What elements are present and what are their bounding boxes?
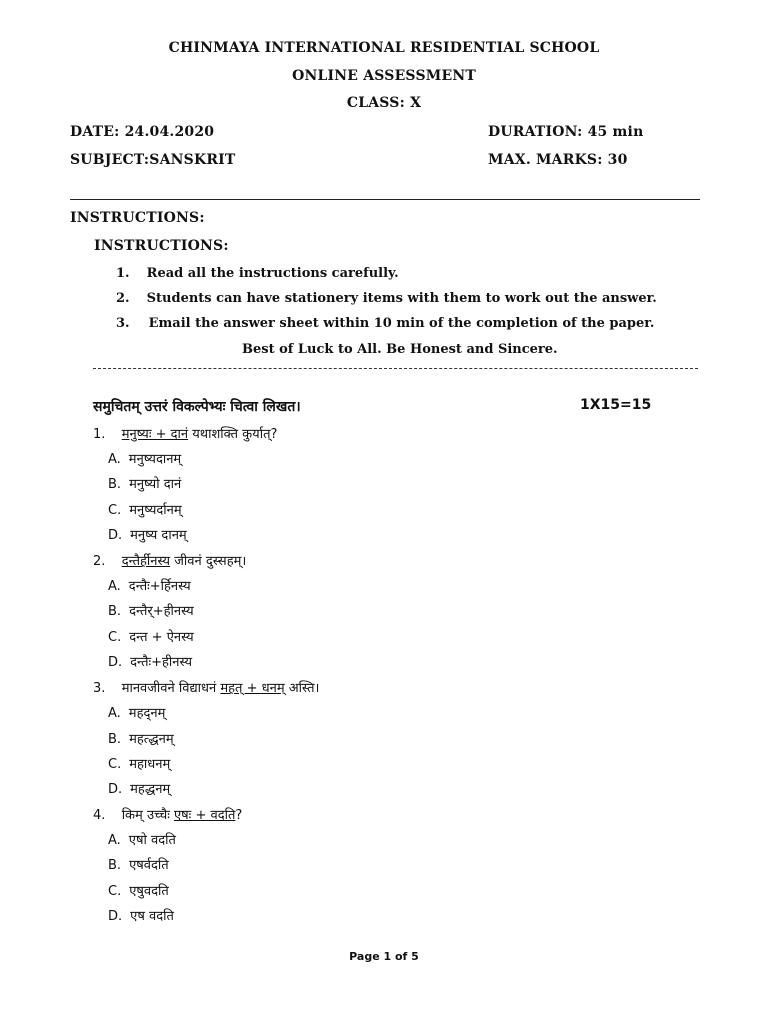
instructions-heading: INSTRUCTIONS: [70,210,205,226]
max-marks-label: MAX. MARKS: 30 [488,152,628,168]
instruction-number: 2. [116,291,130,306]
instruction-number: 3. [116,316,130,331]
option-text: एषुवदति [129,884,169,899]
option-text: एषर्वदति [129,858,169,873]
option-letter: B. [108,858,122,873]
option [108,525,187,543]
option [108,906,174,924]
option-letter: D. [108,655,123,670]
question-text: यथाशक्ति कुर्यात्? [188,427,278,442]
school-name: CHINMAYA INTERNATIONAL RESIDENTIAL SCHOOL [168,40,600,56]
option-text: दन्तैः+हीनस्य [130,655,193,670]
option-text: दन्त + ऐनस्य [129,630,194,645]
dashed-divider [93,368,698,369]
question [93,678,319,696]
option-letter: B. [108,604,122,619]
option-text: मनुष्य दानम् [130,528,187,543]
instruction-number: 1. [116,266,130,281]
question [93,424,277,442]
question-number: 1. [93,427,106,442]
date-label: DATE: 24.04.2020 [70,124,215,140]
option-text: मनुष्यो दानं [129,477,182,492]
option-text: महद्धनम् [130,782,171,797]
option-text: महद्नम् [128,706,166,721]
option-letter: C. [108,630,122,645]
question [93,805,242,823]
option [108,729,174,747]
option [108,627,194,645]
duration-label: DURATION: 45 min [488,124,644,140]
option-letter: C. [108,503,122,518]
option [108,779,170,797]
question-text: ? [235,808,243,823]
option-text: महाधनम् [129,757,171,772]
option [108,881,169,899]
section-title: समुचितम् उत्तरं विकल्पेभ्यः चित्वा लिखत। [93,399,301,415]
option-letter: B. [108,732,122,747]
assessment-title: ONLINE ASSESSMENT [292,68,476,84]
option [108,474,181,492]
option-letter: D. [108,909,123,924]
option-letter: A. [108,579,121,594]
question-number: 4. [93,808,106,823]
page-number: Page 1 of 5 [349,950,419,963]
section-marks: 1X15=15 [580,397,652,413]
option [108,601,194,619]
option-text: महत्द्धनम् [129,732,174,747]
option [108,830,176,848]
question [93,551,246,569]
option [108,754,170,772]
question-text: जीवनं दुस्सहम्। [170,554,247,569]
instruction-text: Email the answer sheet within 10 min of the completion of the paper. [148,316,655,331]
option-text: एष वदति [130,909,174,924]
option-text: दन्तैः+र्हिनस्य [128,579,191,594]
option-letter: A. [108,706,121,721]
option-letter: A. [108,833,121,848]
option-text: मनुष्यर्दानम् [129,503,182,518]
question-text-prefix: मानवजीवने विद्याधनं [121,681,221,696]
question-underlined: दन्तैर्हीनस्य [121,554,171,569]
option [108,500,182,518]
option-letter: A. [108,452,121,467]
option-letter: B. [108,477,122,492]
option-letter: C. [108,884,122,899]
closing-message: Best of Luck to All. Be Honest and Sincere. [242,342,558,357]
question-underlined: मनुष्यः + दानं [121,427,189,442]
question-text-prefix: किम् उच्चैः [121,808,174,823]
instructions-subheading: INSTRUCTIONS: [94,238,229,254]
instruction-text: Read all the instructions carefully. [146,266,399,281]
question-number: 2. [93,554,106,569]
instruction-item [116,316,654,331]
instruction-item [116,266,399,281]
instruction-item [116,291,657,306]
question-underlined: एषः + वदति [173,808,236,823]
instruction-text: Students can have stationery items with them to work out the answer. [146,291,657,306]
header-divider [70,199,700,200]
option [108,652,192,670]
option [108,703,165,721]
option-letter: D. [108,528,123,543]
option-text: एषो वदति [128,833,176,848]
class-label: CLASS: X [346,95,422,111]
option [108,576,191,594]
option [108,449,181,467]
subject-label: SUBJECT:SANSKRIT [70,152,236,168]
option-text: मनुष्यदानम् [128,452,182,467]
question-underlined: महत् + धनम् [220,681,285,696]
question-number: 3. [93,681,106,696]
option [108,855,169,873]
option-letter: C. [108,757,122,772]
option-text: दन्तैर्+हीनस्य [129,604,194,619]
question-text: अस्ति। [284,681,320,696]
option-letter: D. [108,782,123,797]
